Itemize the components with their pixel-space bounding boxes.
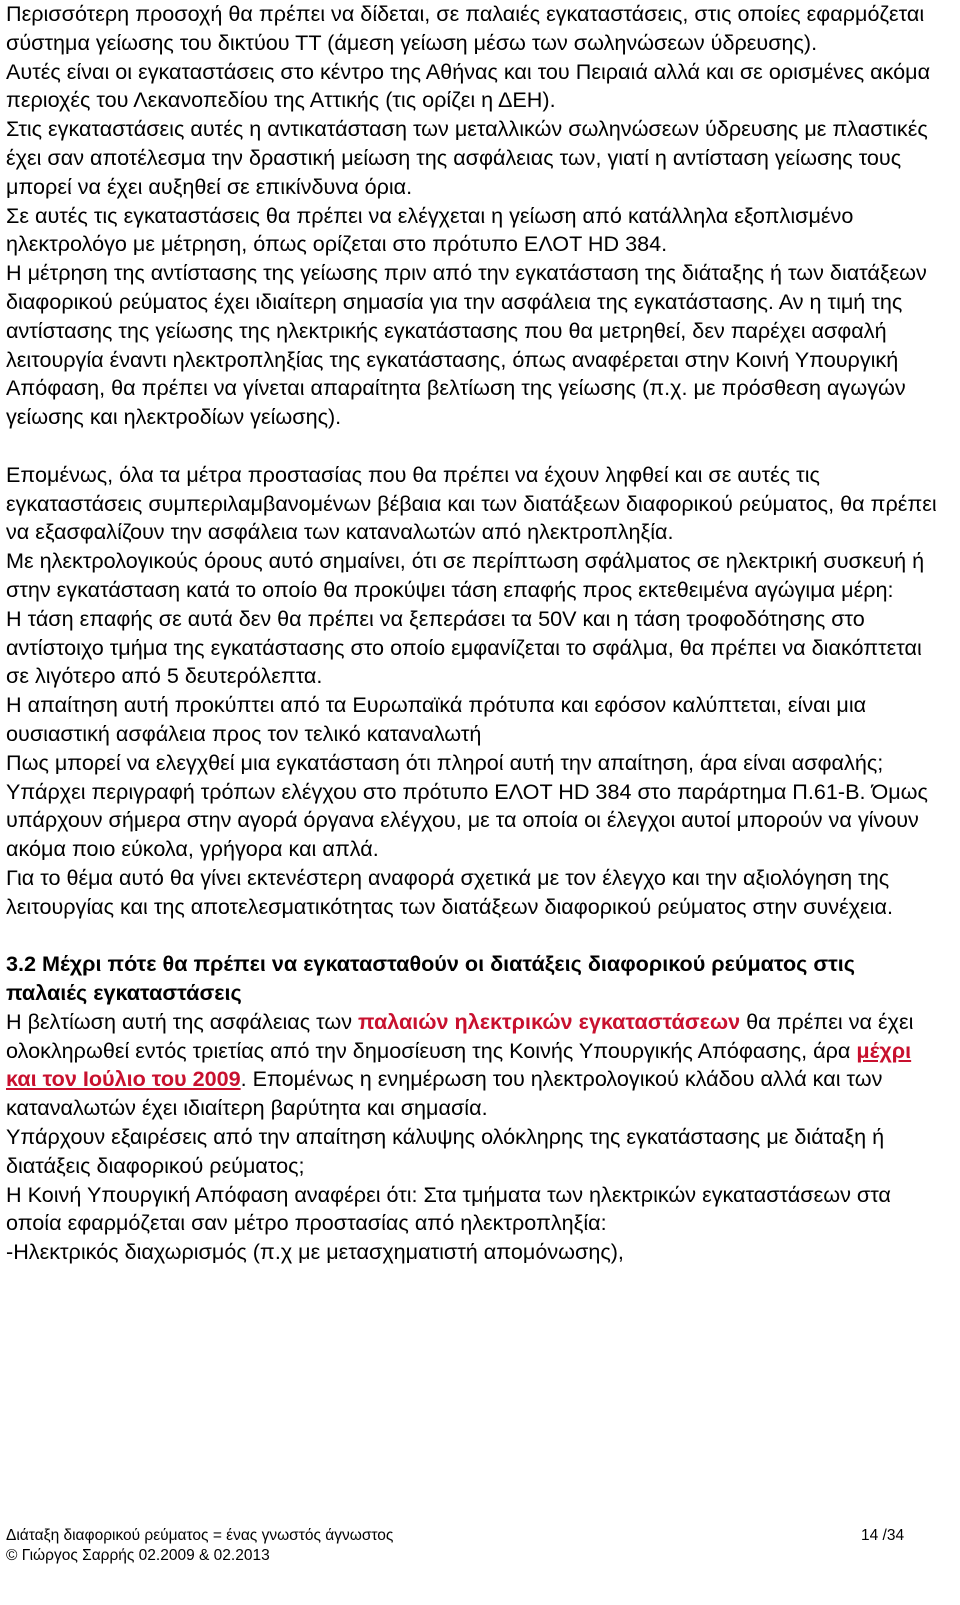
paragraph-plastic-pipes: Στις εγκαταστάσεις αυτές η αντικατάσταση των μεταλλικών σωληνώσεων ύδρευσης με πλαστικές έχει σαν αποτέλεσμα την δραστική μείωση της ασφάλειας των, γιατί η αντίσταση γείωσης τους μπορεί να έχει αυξηθεί σε επικίνδυνα όρια. bbox=[6, 116, 928, 199]
paragraph-deadline bbox=[6, 1008, 940, 1123]
paragraph-athens-piraeus: Αυτές είναι οι εγκαταστάσεις στο κέντρο της Αθήνας και του Πειραιά αλλά και σε ορισμένες ακόμα περιοχές του Λεκανοπεδίου της Αττικής (τις ορίζει η ΔΕΗ). bbox=[6, 58, 931, 113]
section-heading: 3.2 Μέχρι πότε θα πρέπει να εγκατασταθούν οι διατάξεις διαφορικού ρεύματος στις παλαιές εγκαταστάσεις bbox=[6, 951, 856, 1006]
paragraph-gap bbox=[6, 922, 940, 951]
paragraph-electrical-separation: -Ηλεκτρικός διαχωρισμός (π.χ με μετασχηματιστή απομόνωσης), bbox=[6, 1239, 624, 1265]
deadline-text-b: θα πρέπει να έχει ολοκληρωθεί εντός τριετίας από την δημοσίευση της Κοινής Υπουργικής Απόφασης, άρα bbox=[6, 1008, 914, 1063]
footer-copyright: © Γιώργος Σαρρής 02.2009 & 02.2013 bbox=[6, 1547, 270, 1564]
deadline-text-a: Η βελτίωση αυτή της ασφάλειας των bbox=[6, 1008, 359, 1034]
paragraph-protection-measures: Επομένως, όλα τα μέτρα προστασίας που θα πρέπει να έχουν ληφθεί και σε αυτές τις εγκαταστάσεις συμπεριλαμβανομένων βέβαια και των διατάξεων διαφορικού ρεύματος, θα πρέπει να εξασφαλίζουν την ασφάλεια των καταναλωτών από ηλεκτροπληξία. bbox=[6, 461, 937, 545]
footer-row-title bbox=[6, 1526, 906, 1546]
paragraph-further-reference: Για το θέμα αυτό θα γίνει εκτενέστερη αναφορά σχετικά με τον έλεγχο και την αξιολόγηση της λειτουργίας και της αποτελεσματικότητας των διατάξεων διαφορικού ρεύματος στην συνέχεια. bbox=[6, 864, 893, 919]
paragraph-electrical-terms: Με ηλεκτρολογικούς όρους αυτό σημαίνει, ότι σε περίπτωση σφάλματος σε ηλεκτρική συσκευή ή στην εγκατάσταση κατά το οποίο θα προκύψει τάση επαφής προς εκτεθειμένα αγώγιμα μέρη: bbox=[6, 548, 925, 602]
footer-page-number: 14 /34 bbox=[861, 1527, 905, 1544]
document-page bbox=[6, 0, 940, 1267]
paragraph-question-check: Πως μπορεί να ελεγχθεί μια εγκατάσταση ότι πληροί αυτή την απαίτηση, άρα είναι ασφαλής; bbox=[6, 749, 884, 775]
paragraph-ministerial-decision: Η Κοινή Υπουργική Απόφαση αναφέρει ότι: Στα τμήματα των ηλεκτρικών εγκαταστάσεων στα οποία εφαρμόζεται σαν μέτρο προστασίας από ηλεκτροπληξία: bbox=[6, 1181, 891, 1236]
highlight-old-installations: παλαιών ηλεκτρικών εγκαταστάσεων bbox=[358, 1008, 741, 1034]
paragraph-tt-grounding: Περισσότερη προσοχή θα πρέπει να δίδεται, σε παλαιές εγκαταστάσεις, στις οποίες εφαρμόζεται σύστημα γείωσης του δικτύου ΤΤ (άμεση γείωση μέσω των σωληνώσεων ύδρευσης). bbox=[6, 1, 925, 55]
paragraph-gap bbox=[6, 432, 940, 461]
footer-row-copyright bbox=[6, 1546, 906, 1566]
paragraph-european-standards: Η απαίτηση αυτή προκύπτει από τα Ευρωπαϊκά πρότυπα και εφόσον καλύπτεται, είναι μια ουσιαστική ασφάλεια προς τον τελικό καταναλωτή bbox=[6, 692, 867, 746]
deadline-text-c: . Επομένως η ενημέρωση του ηλεκτρολογικού κλάδου αλλά και των καταναλωτών έχει ιδιαίτερη βαρύτητα και σημασία. bbox=[6, 1066, 883, 1121]
paragraph-resistance-measurement: Η μέτρηση της αντίστασης της γείωσης πριν από την εγκατάσταση της διάταξης ή των διατάξεων διαφορικού ρεύματος έχει ιδιαίτερη σημασία για την ασφάλεια της εγκατάστασης. Αν η τιμή της αντίστασης της γείωσης της ηλεκτρικής εγκατάστασης που θα μετρηθεί, δεν παρέχει ασφαλή λειτουργία έναντι ηλεκτροπληξίας της εγκατάστασης, όπως αναφέρεται στην Κοινή Υπουργική Απόφαση, θα πρέπει να γίνεται απαραίτητα βελτίωση της γείωσης (π.χ. με πρόσθεση αγωγών γείωσης και ηλεκτροδίων γείωσης). bbox=[6, 260, 927, 430]
paragraph-exceptions-question: Υπάρχουν εξαιρέσεις από την απαίτηση κάλυψης ολόκληρης της εγκατάστασης με διάταξη ή διατάξεις διαφορικού ρεύματος; bbox=[6, 1124, 885, 1178]
paragraph-grounding-check: Σε αυτές τις εγκαταστάσεις θα πρέπει να ελέγχεται η γείωση από κατάλληλα εξοπλισμένο ηλεκτρολόγο με μέτρηση, όπως ορίζεται στο πρότυπο ΕΛΟΤ HD 384. bbox=[6, 202, 854, 257]
paragraph-test-methods: Υπάρχει περιγραφή τρόπων ελέγχου στο πρότυπο ΕΛΟΤ HD 384 στο παράρτημα Π.61-Β. Όμως υπάρχουν σήμερα στην αγορά όργανα ελέγχου, με τα οποία οι έλεγχοι αυτοί μπορούν να γίνουν ακόμα ποιο εύκολα, γρήγορα και απλά. bbox=[6, 778, 928, 862]
highlight-deadline-date: μέχρι και τον Ιούλιο του 2009 bbox=[6, 1037, 912, 1092]
footer-title: Διάταξη διαφορικού ρεύματος = ένας γνωστός άγνωστος bbox=[6, 1527, 394, 1544]
paragraph-contact-voltage: Η τάση επαφής σε αυτά δεν θα πρέπει να ξεπεράσει τα 50V και η τάση τροφοδότησης στο αντίστοιχο τμήμα της εγκατάστασης στο οποίο εμφανίζεται το σφάλμα, θα πρέπει να διακόπτεται σε λιγότερο από 5 δευτερόλεπτα. bbox=[6, 605, 922, 689]
page-footer bbox=[6, 1526, 906, 1566]
